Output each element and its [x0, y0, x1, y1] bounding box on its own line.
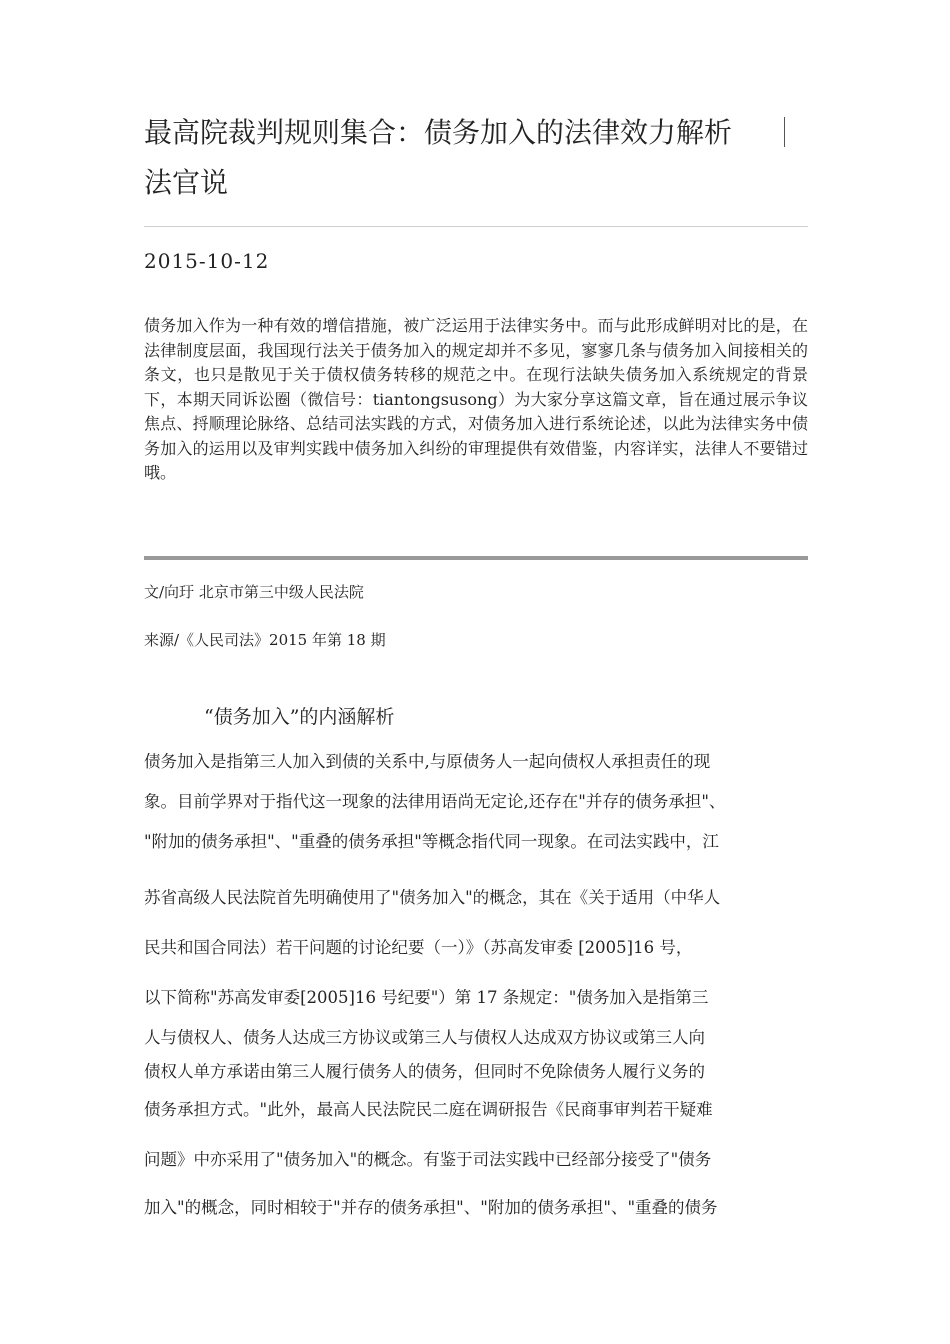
- intro-paragraph: 债务加入作为一种有效的增信措施，被广泛运用于法律实务中。而与此形成鲜明对比的是，在法律制度层面，我国现行法关于债务加入的规定却并不多见，寥寥几条与债务加入间接相关的条文，也只是散见于关于债权债务转移的规范之中。在现行法缺失债务加入系统规定的背景下，本期天同诉讼圈（微信号：tiantongsusong）为大家分享这篇文章，旨在通过展示争议焦点、捋顺理论脉络、总结司法实践的方式，对债务加入进行系统论述，以此为法律实务中债务加入的运用以及审判实践中债务加入纠纷的审理提供有效借鉴，内容详实，法律人不要错过哦。: [144, 316, 808, 482]
- body-line: 苏省高级人民法院首先明确使用了"债务加入"的概念，其在《关于适用（中华人: [144, 888, 721, 907]
- publish-date: 2015-10-12: [144, 249, 270, 273]
- body-line: 以下简称"苏高发审委[2005]16 号纪要"）第 17 条规定："债务加入是指第三: [144, 988, 709, 1007]
- body-line: 民共和国合同法）若干问题的讨论纪要（一）》（苏高发审委 [2005]16 号，: [144, 938, 693, 957]
- body-line: 债务承担方式。"此外，最高人民法院民二庭在调研报告《民商事审判若干疑难: [144, 1100, 713, 1119]
- author-line: 文/向玗 北京市第三中级人民法院: [144, 583, 364, 601]
- title-separator: [784, 117, 785, 147]
- body-line: 人与债权人、债务人达成三方协议或第三人与债权人达成双方协议或第三人向: [144, 1028, 705, 1047]
- section-heading: “债务加入”的内涵解析: [204, 706, 395, 728]
- body-line: "附加的债务承担"、"重叠的债务承担"等概念指代同一现象。在司法实践中，江: [144, 832, 719, 851]
- source-line: 来源/《人民司法》2015 年第 18 期: [144, 631, 386, 649]
- body-line: 债权人单方承诺由第三人履行债务人的债务，但同时不免除债务人履行义务的: [144, 1062, 705, 1081]
- intro-divider: [144, 556, 808, 560]
- body-line: 债务加入是指第三人加入到债的关系中,与原债务人一起向债权人承担责任的现: [144, 752, 711, 771]
- body-line: 问题》中亦采用了"债务加入"的概念。有鉴于司法实践中已经部分接受了"债务: [144, 1150, 712, 1169]
- article-title-line1: 最高院裁判规则集合：债务加入的法律效力解析: [144, 116, 733, 149]
- body-line: 象。目前学界对于指代这一现象的法律用语尚无定论,还存在"并存的债务承担"、: [144, 792, 726, 811]
- body-line: 加入"的概念，同时相较于"并存的债务承担"、"附加的债务承担"、"重叠的债务: [144, 1198, 718, 1217]
- header-divider: [144, 226, 808, 227]
- article-title-line2: 法官说: [144, 166, 229, 199]
- article-title: [144, 108, 808, 208]
